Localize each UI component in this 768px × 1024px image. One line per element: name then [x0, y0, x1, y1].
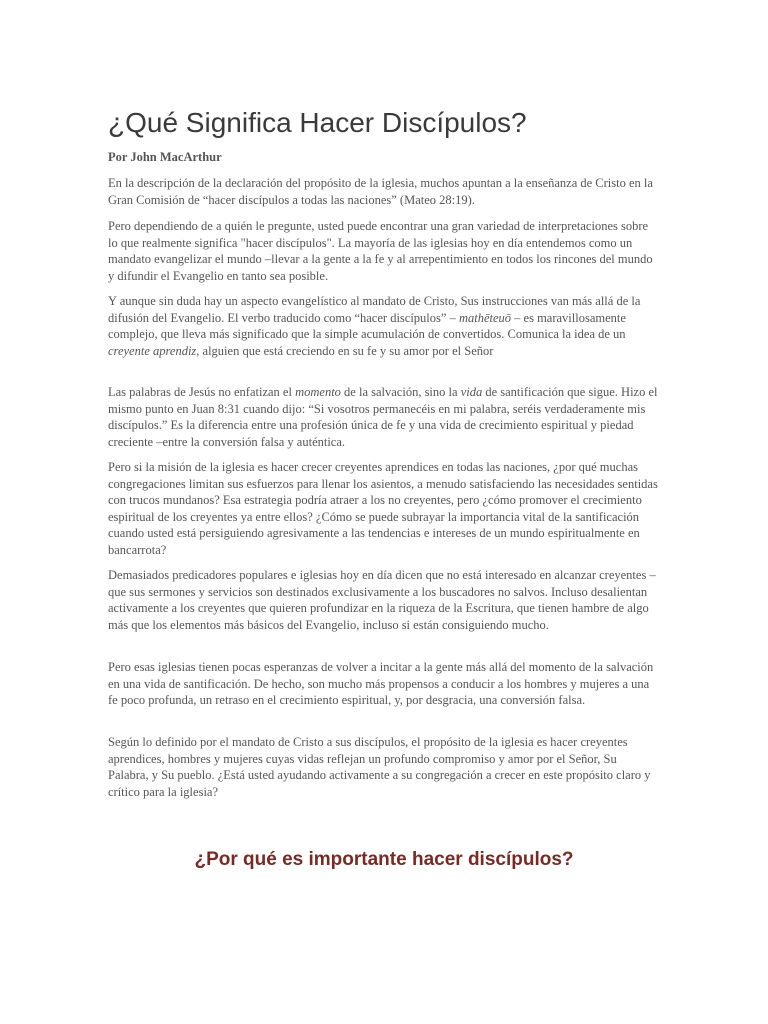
author-byline: Por John MacArthur [108, 150, 222, 164]
paragraph-3 [108, 293, 660, 359]
page-title: ¿Qué Significa Hacer Discípulos? [108, 107, 527, 138]
paragraph-5: Pero si la misión de la iglesia es hacer crecer creyentes aprendices en todas las naciones, ¿por qué muchas congregaciones limitan sus esfuerzos para llenar los asientos, a menudo satisfaciendo las necesidades sentidas con trucos mundanos? Esa estrategia podría atraer a los no creyentes, pero ¿cómo promover el crecimiento espiritual de los creyentes ya entre ellos? ¿Cómo se puede subrayar la importancia vital de la santificación cuando usted está persiguiendo agresivamente a las tendencias e intereses de un mundo espiritualmente en bancarrota? [108, 460, 658, 557]
paragraph-4-text-c: de la salvación, sino la [340, 385, 461, 399]
paragraph-4-text-a: Las palabras de Jesús no enfatizan el [108, 385, 296, 399]
paragraph-3-greek-term: mathēteuō [458, 310, 512, 325]
paragraph-3-emphasis: creyente aprendiz, [108, 343, 200, 358]
paragraph-3-text-a: Y aunque sin duda hay un aspecto evangelístico al mandato de Cristo, Sus instrucciones van más allá de la difusión del Evangelio. El verbo traducido como “hacer discípulos” – [108, 294, 641, 325]
section-heading: ¿Por qué es importante hacer discípulos? [194, 849, 574, 870]
paragraph-4-emphasis-vida: vida [460, 385, 483, 399]
paragraph-8: Según lo definido por el mandato de Cristo a sus discípulos, el propósito de la iglesia es hacer creyentes aprendices, hombres y mujeres cuyas vidas reflejan un profundo compromiso y amor por el Señor, Su Palabra, y Su pueblo. ¿Está usted ayudando activamente a su congregación a crecer en este propósito claro y crítico para la iglesia? [108, 735, 651, 799]
paragraph-3-text-e: alguien que está creciendo en su fe y su amor por el Señor [199, 343, 494, 358]
paragraph-4-emphasis-momento: momento [295, 385, 341, 399]
paragraph-2: Pero dependiendo de a quién le pregunte, usted puede encontrar una gran variedad de interpretaciones sobre lo que realmente significa "hacer discípulos". La mayoría de las iglesias hoy en día entendemos como un mandato evangelizar el mundo –llevar a la gente a la fe y al arrepentimiento en todos los rincones del mundo y difundir el Evangelio en tanto sea posible. [108, 219, 653, 283]
paragraph-3-text-c: – es maravillosamente complejo, que lleva más significado que la simple acumulación de convertidos. Comunica la idea de un [108, 310, 626, 342]
paragraph-4-text-e: de santificación que sigue. Hizo el mismo punto en Juan 8:31 cuando dijo: “Si vosotros permanecéis en mi palabra, seréis verdaderamente mis discípulos.” Es la diferencia entre una profesión única de fe y una vida de crecimiento espiritual y piedad creciente –entre la conversión falsa y auténtica. [108, 385, 658, 449]
paragraph-7: Pero esas iglesias tienen pocas esperanzas de volver a incitar a la gente más allá del momento de la salvación en una vida de santificación. De hecho, son mucho más propensos a conducir a los hombres y mujeres a una fe poco profunda, un retraso en el crecimiento espiritual, y, por desgracia, una conversión falsa. [108, 660, 654, 708]
paragraph-6: Demasiados predicadores populares e iglesias hoy en día dicen que no está interesado en alcanzar creyentes –que sus sermones y servicios son destinados exclusivamente a los buscadores no salvos. Incluso desalientan activamente a los creyentes que quieren profundizar en la riqueza de la Escritura, que tienen hambre de algo más que los elementos más básicos del Evangelio, incluso si están consiguiendo mucho. [108, 568, 656, 632]
paragraph-4 [108, 384, 660, 450]
paragraph-1: En la descripción de la declaración del propósito de la iglesia, muchos apuntan a la enseñanza de Cristo en la Gran Comisión de “hacer discípulos a todas las naciones” (Mateo 28:19). [108, 176, 653, 207]
